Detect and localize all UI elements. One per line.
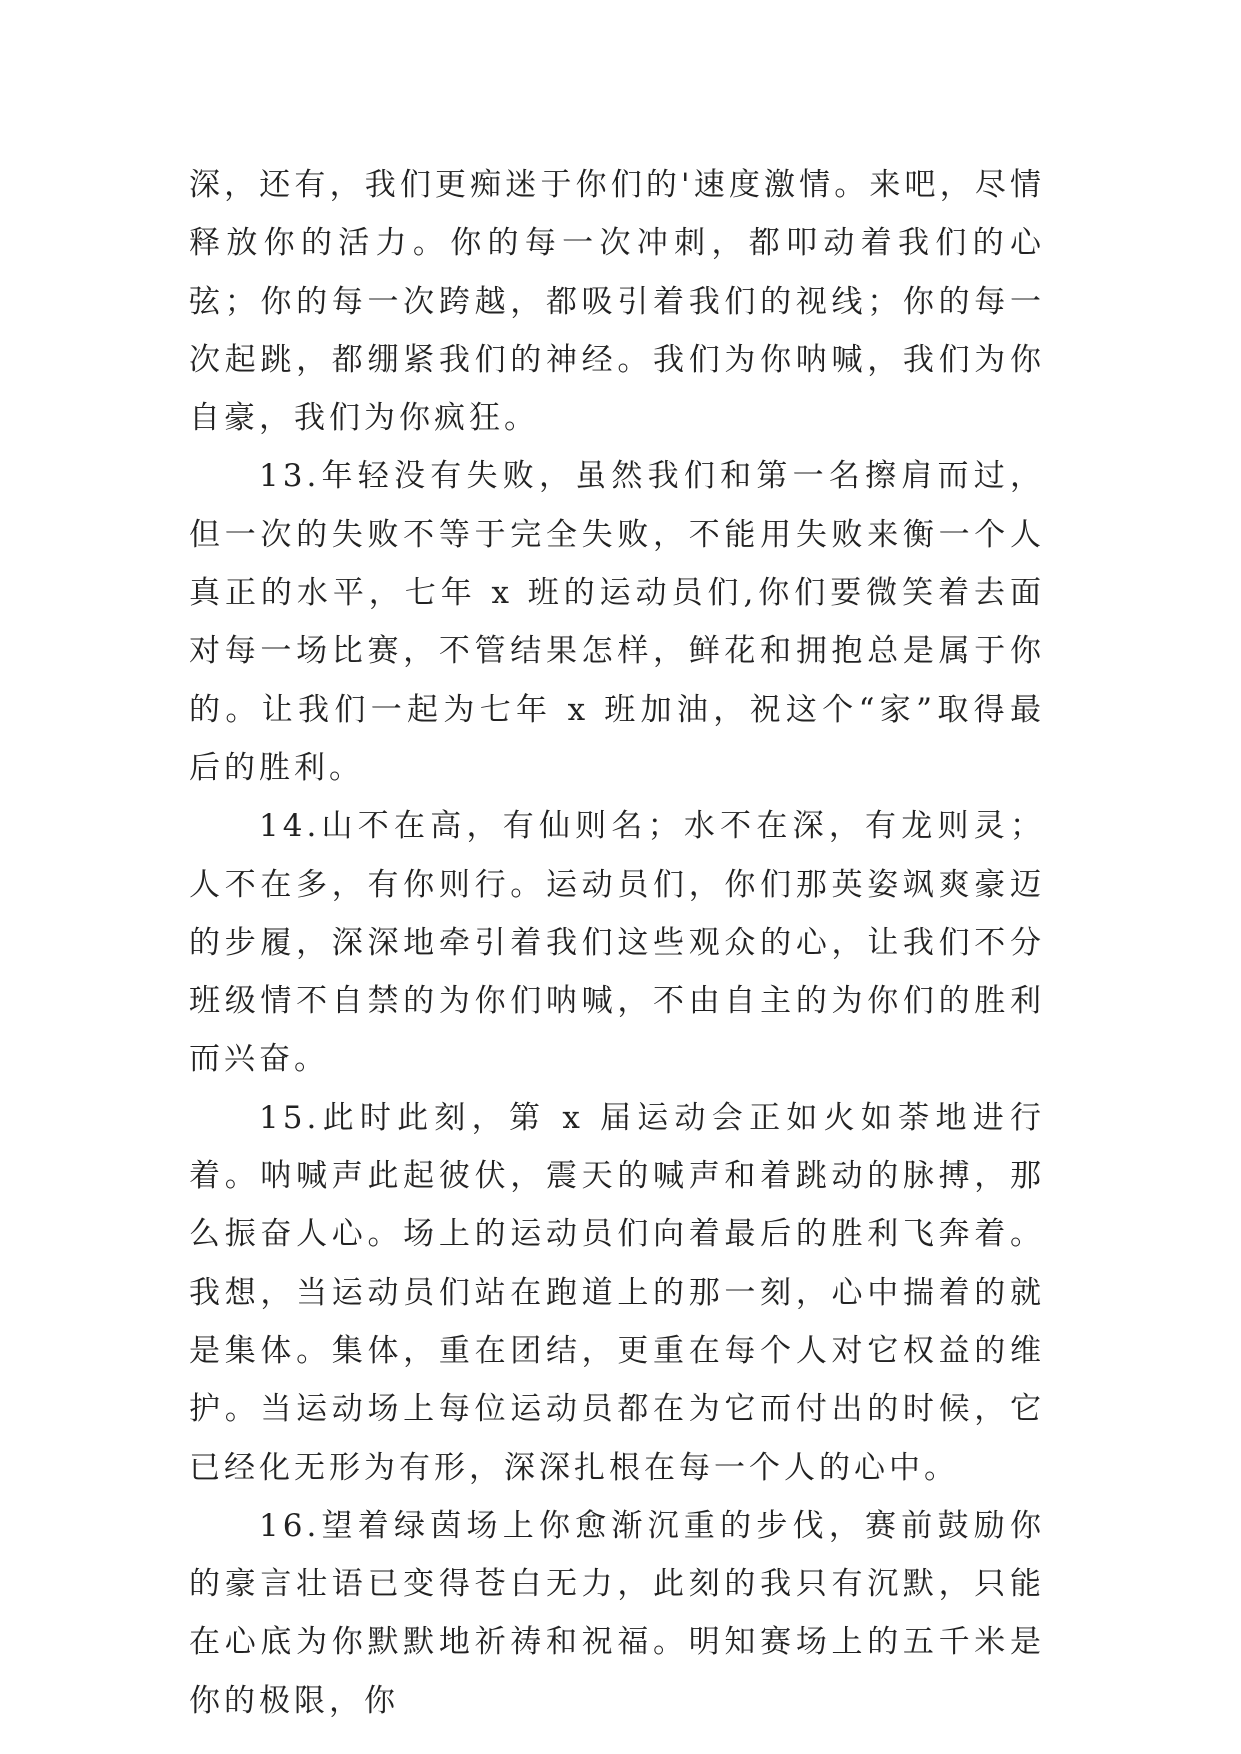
paragraph-continuation: 深，还有，我们更痴迷于你们的'速度激情。来吧，尽情释放你的活力。你的每一次冲刺，都叩动着我们的心弦；你的每一次跨越，都吸引着我们的视线；你的每一次起跳，都绷紧我们的神经。我们为你呐喊，我们为你自豪，我们为你疯狂。 [189,167,1045,437]
document-body [189,156,1045,1730]
paragraph-14: 14.山不在高，有仙则名；水不在深，有龙则灵；人不在多，有你则行。运动员们，你们那英姿飒爽豪迈的步履，深深地牵引着我们这些观众的心，让我们不分班级情不自禁的为你们呐喊，不由自主的为你们的胜利而兴奋。 [189,808,1045,1078]
paragraph-16: 16.望着绿茵场上你愈渐沉重的步伐，赛前鼓励你的豪言壮语已变得苍白无力，此刻的我只有沉默，只能在心底为你默默地祈祷和祝福。明知赛场上的五千米是你的极限，你 [189,1507,1045,1719]
paragraph-13: 13.年轻没有失败，虽然我们和第一名擦肩而过，但一次的失败不等于完全失败，不能用失败来衡一个人真正的水平，七年 x 班的运动员们,你们要微笑着去面对每一场比赛，不管结果怎样，鲜花和拥抱总是属于你的。让我们一起为七年 x 班加油，祝这个“家”取得最后的胜利。 [189,458,1045,786]
paragraph-15: 15.此时此刻，第 x 届运动会正如火如荼地进行着。呐喊声此起彼伏，震天的喊声和着跳动的脉搏，那么振奋人心。场上的运动员们向着最后的胜利飞奔着。我想，当运动员们站在跑道上的那一刻，心中揣着的就是集体。集体，重在团结，更重在每个人对它权益的维护。当运动场上每位运动员都在为它而付出的时候，它已经化无形为有形，深深扎根在每一个人的心中。 [189,1099,1045,1486]
